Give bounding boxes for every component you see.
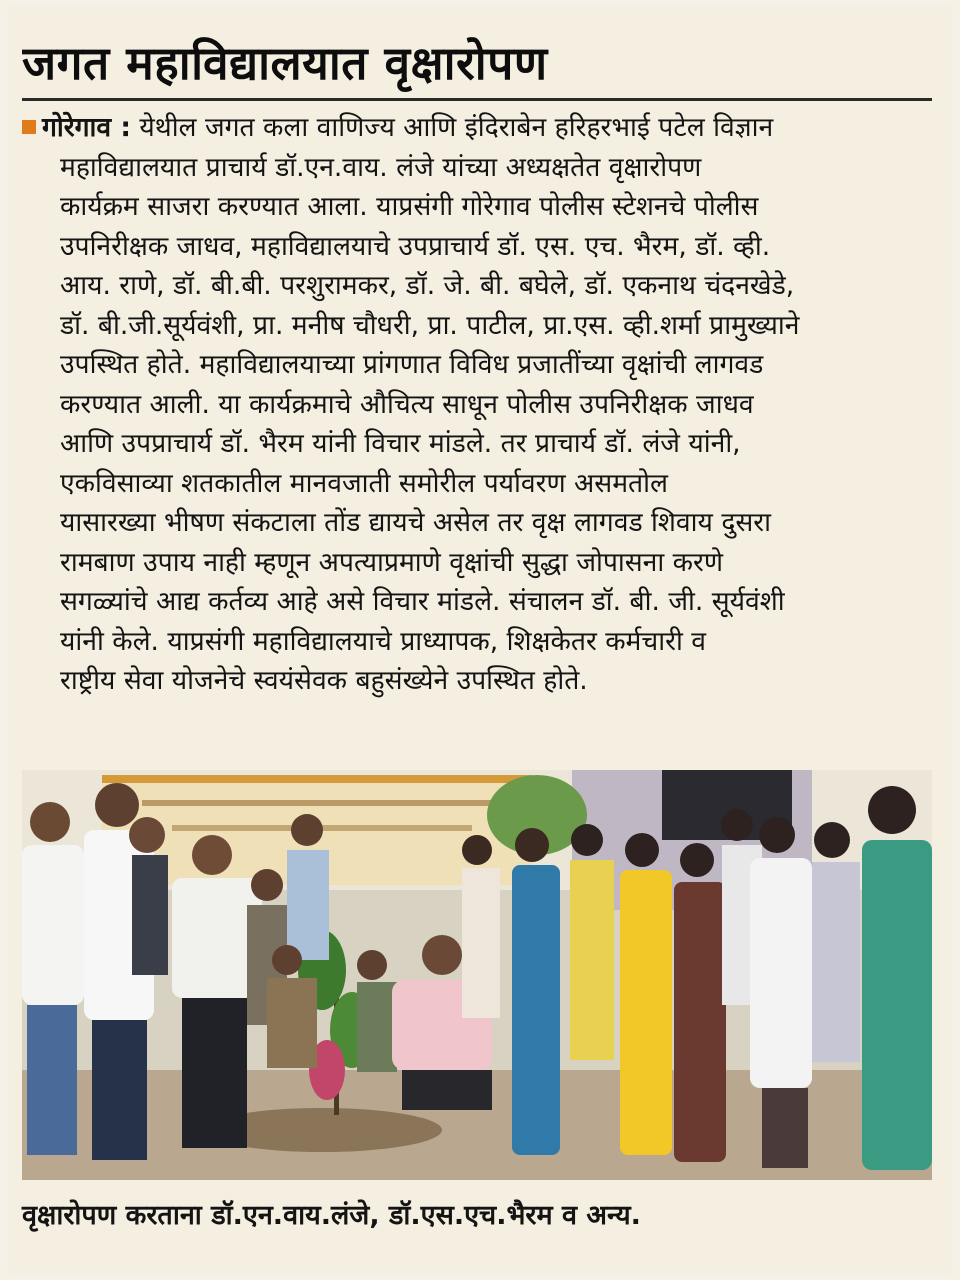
article-line (22, 108, 934, 148)
article-line: आय. राणे, डॉ. बी.बी. परशुरामकर, डॉ. जे. बी. बघेले, डॉ. एकनाथ चंदनखेडे, (60, 270, 795, 301)
article-line: यांनी केले. याप्रसंगी महाविद्यालयाचे प्राध्यापक, शिक्षकेतर कर्मचारी व (60, 625, 706, 657)
article-line: उपनिरीक्षक जाधव, महाविद्यालयाचे उपप्राचार्य डॉ. एस. एच. भैरम, डॉ. व्ही. (60, 230, 771, 262)
dateline: गोरेगाव : (42, 112, 131, 143)
article-line: उपस्थित होते. महाविद्यालयाच्या प्रांगणात विविध प्रजातींच्या वृक्षांची लागवड (60, 349, 764, 380)
article-line: यासारख्या भीषण संकटाला तोंड द्यायचे असेल तर वृक्ष लागवड शिवाय दुसरा (60, 507, 772, 538)
photo-illustration (22, 770, 932, 1180)
article-line: सगळ्यांचे आद्य कर्तव्य आहे असे विचार मांडले. संचालन डॉ. बी. जी. सूर्यवंशी (60, 586, 785, 617)
article-line: राष्ट्रीय सेवा योजनेचे स्वयंसेवक बहुसंख्येने उपस्थित होते. (60, 665, 588, 696)
article-line: करण्यात आली. या कार्यक्रमाचे औचित्य साधून पोलीस उपनिरीक्षक जाधव (60, 388, 754, 420)
article-line: रामबाण उपाय नाही म्हणून अपत्याप्रमाणे वृक्षांची सुद्धा जोपासना करणे (60, 546, 724, 578)
article-line: महाविद्यालयात प्राचार्य डॉ.एन.वाय. लंजे यांच्या अध्यक्षतेत वृक्षारोपण (60, 151, 702, 183)
article-text: येथील जगत कला वाणिज्य आणि इंदिराबेन हरिहरभाई पटेल विज्ञान (130, 112, 774, 143)
headline: जगत महाविद्यालयात वृक्षारोपण (22, 36, 548, 90)
article-line: आणि उपप्राचार्य डॉ. भैरम यांनी विचार मांडले. तर प्राचार्य डॉ. लंजे यांनी, (60, 428, 741, 459)
headline-rule (22, 98, 932, 101)
article-line: कार्यक्रम साजरा करण्यात आला. याप्रसंगी गोरेगाव पोलीस स्टेशनचे पोलीस (60, 191, 759, 222)
bullet-marker-icon (22, 120, 36, 134)
article-line: एकविसाव्या शतकातील मानवजाती समोरील पर्यावरण असमतोल (60, 467, 668, 499)
tree-plantation-photo (22, 770, 932, 1180)
photo-caption: वृक्षारोपण करताना डॉ.एन.वाय.लंजे, डॉ.एस.एच.भैरम व अन्य. (22, 1200, 641, 1231)
article-body (22, 108, 934, 760)
article-line: डॉ. बी.जी.सूर्यवंशी, प्रा. मनीष चौधरी, प्रा. पाटील, प्रा.एस. व्ही.शर्मा प्रामुख्याने (60, 309, 800, 341)
